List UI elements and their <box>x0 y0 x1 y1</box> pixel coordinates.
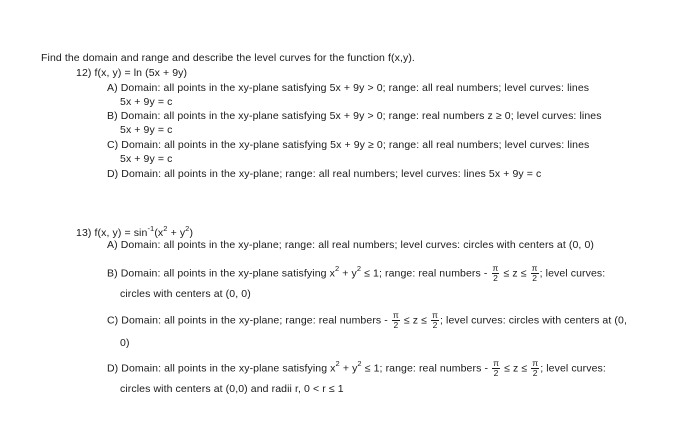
q13-c-level: ; level curves: circles with centers at (0, <box>440 314 627 327</box>
q13-b-exp-y: 2 <box>356 263 362 273</box>
q13-b-exp-x: 2 <box>334 263 340 273</box>
q12-option-b: B) Domain: all points in the xy-plane satisfying 5x + 9y > 0; range: real numbers z ≥ 0; level curves: lines <box>107 110 602 122</box>
pi-over-two-fraction <box>431 311 439 330</box>
fraction-numerator: π <box>493 358 500 368</box>
q13-b-text: B) Domain: all points in the xy-plane satisfying x <box>107 267 335 280</box>
fraction-denominator: 2 <box>493 273 498 283</box>
pi-over-two-fraction <box>492 264 500 283</box>
q13-d-exp-y: 2 <box>357 358 362 368</box>
q13-header-exp-x: 2 <box>163 223 168 233</box>
fraction-numerator: π <box>432 310 439 320</box>
q12-option-b-cont: 5x + 9y = c <box>120 124 173 136</box>
q13-option-c-cont: 0) <box>120 337 130 349</box>
pi-over-two-fraction <box>531 264 539 283</box>
q12-option-d: D) Domain: all points in the xy-plane; range: all real numbers; level curves: lines 5x + 9y = c <box>107 168 542 180</box>
q13-d-ineq: ≤ z ≤ <box>501 362 531 375</box>
fraction-denominator: 2 <box>493 368 499 378</box>
q13-option-d-cont: circles with centers at (0,0) and radii r, 0 < r ≤ 1 <box>120 383 344 395</box>
q13-option-b-cont: circles with centers at (0, 0) <box>120 288 251 300</box>
q13-c-ineq: ≤ z ≤ <box>400 314 431 327</box>
fraction-denominator: 2 <box>393 320 399 330</box>
q13-header-arg-y: + y <box>167 227 186 239</box>
q13-header <box>76 223 194 239</box>
q13-d-y: + y <box>339 362 358 375</box>
fraction-numerator: π <box>531 263 538 273</box>
q13-c-text: C) Domain: all points in the xy-plane; range: real numbers - <box>107 314 388 327</box>
q13-header-func: 13) f(x, y) = sin <box>76 227 148 239</box>
q13-header-exp-y: 2 <box>185 223 190 233</box>
pi-over-two-fraction <box>492 359 500 378</box>
fraction-numerator: π <box>532 358 539 368</box>
q13-header-inverse: -1 <box>147 223 155 233</box>
q12-header: 12) f(x, y) = ln (5x + 9y) <box>76 67 188 79</box>
fraction-numerator: π <box>492 263 499 273</box>
q13-header-close: ) <box>189 227 194 239</box>
q13-option-a: A) Domain: all points in the xy-plane; range: all real numbers; level curves: circles with centers at (0, 0) <box>107 239 595 251</box>
fraction-denominator: 2 <box>532 273 538 283</box>
q12-option-a: A) Domain: all points in the xy-plane satisfying 5x + 9y > 0; range: all real numbers; level curves: lines <box>107 82 590 94</box>
q13-d-range: ≤ 1; range: real numbers - <box>361 362 489 375</box>
q13-b-ineq: ≤ z ≤ <box>500 267 530 280</box>
instruction-text: Find the domain and range and describe the level curves for the function f(x,y). <box>41 52 415 64</box>
q12-option-a-cont: 5x + 9y = c <box>120 96 173 108</box>
fraction-denominator: 2 <box>432 320 438 330</box>
q13-option-b <box>107 264 605 283</box>
q13-option-c <box>107 311 627 330</box>
q13-header-arg-x: (x <box>154 227 164 239</box>
q12-option-c: C) Domain: all points in the xy-plane satisfying 5x + 9y ≥ 0; range: all real numbers; level curves: lines <box>107 139 590 151</box>
q13-b-y: + y <box>339 267 357 280</box>
pi-over-two-fraction <box>392 311 400 330</box>
q13-d-text: D) Domain: all points in the xy-plane satisfying x <box>107 362 336 375</box>
q13-d-exp-x: 2 <box>335 358 340 368</box>
q13-d-level: ; level curves: <box>540 362 606 375</box>
pi-over-two-fraction <box>531 359 539 378</box>
q13-b-level: ; level curves: <box>539 267 606 280</box>
fraction-numerator: π <box>392 310 399 320</box>
q13-b-range: ≤ 1; range: real numbers - <box>361 267 488 280</box>
fraction-denominator: 2 <box>532 368 538 378</box>
q13-option-d <box>107 359 606 378</box>
q12-option-c-cont: 5x + 9y = c <box>120 153 173 165</box>
